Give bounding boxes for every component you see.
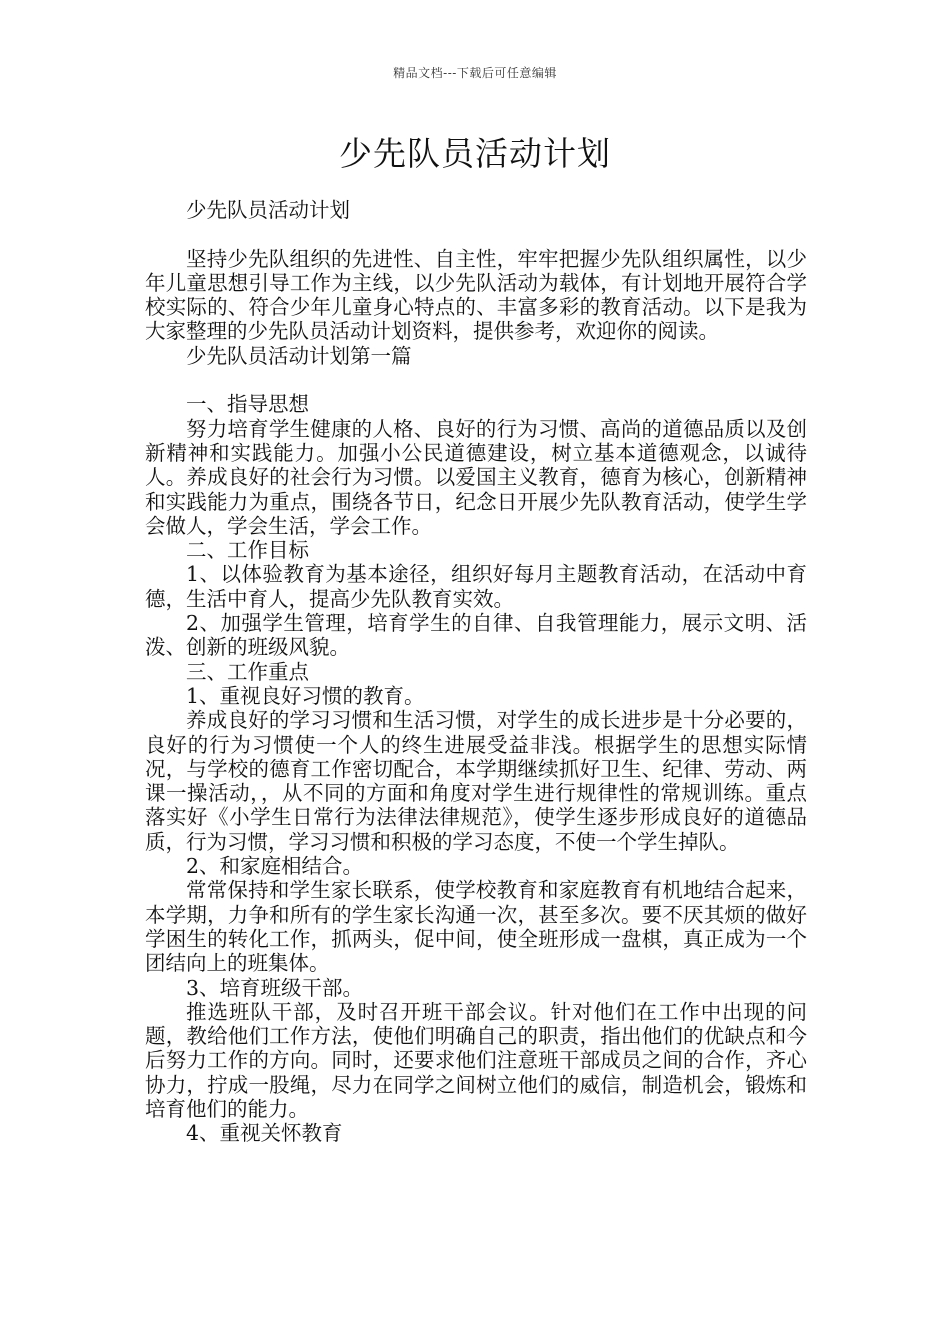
blank-line (145, 368, 807, 392)
section-heading: 二、工作目标 (186, 538, 309, 563)
item-heading: 1、重视良好习惯的教育。 (186, 683, 425, 708)
body-paragraph: 养成良好的学习习惯和生活习惯，对学生的成长进步是十分必要的，良好的行为习惯使一个人的终生进展受益非浅。根据学生的思想实际情况，与学校的德育工作密切配合，本学期继续抓好卫生、纪律、劳动、两课一操活动，，从不同的方面和角度对学生进行规律性的常规训练。重点落实好《小学生日常行为法律法律规范》，使学生逐步形成良好的道德品质，行为习惯，学习习惯和积极的学习态度，不使一个学生掉队。 (145, 708, 807, 854)
item-heading: 4、重视关怀教育 (186, 1121, 343, 1146)
item-heading: 3、培育班级干部。 (186, 975, 364, 1000)
section-heading: 三、工作重点 (186, 659, 309, 684)
document-title: 少先队员活动计划 (339, 134, 611, 173)
section-heading: 一、指导思想 (186, 392, 309, 417)
body-paragraph: 2、加强学生管理，培育学生的自律、自我管理能力，展示文明、活泼、创新的班级风貌。 (145, 611, 807, 660)
section-heading: 少先队员活动计划第一篇 (186, 343, 412, 368)
item-heading: 2、和家庭相结合。 (186, 854, 364, 879)
body-paragraph: 常常保持和学生家长联系，使学校教育和家庭教育有机地结合起来，本学期，力争和所有的学生家长沟通一次，甚至多次。要不厌其烦的做好学困生的转化工作，抓两头，促中间，使全班形成一盘棋，真正成为一个团结向上的班集体。 (145, 878, 807, 976)
subtitle-paragraph: 少先队员活动计划 (186, 198, 350, 222)
header-note: 精品文档---下载后可任意编辑 (393, 66, 557, 80)
intro-paragraph: 坚持少先队组织的先进性、自主性，牢牢把握少先队组织属性，以少年儿童思想引导工作为主线，以少先队活动为载体，有计划地开展符合学校实际的、符合少年儿童身心特点的、丰富多彩的教育活动。以下是我为大家整理的少先队员活动计划资料，提供参考，欢迎你的阅读。 (145, 246, 807, 344)
body-paragraph: 1、以体验教育为基本途径，组织好每月主题教育活动，在活动中育德，生活中育人，提高少先队教育实效。 (145, 562, 807, 611)
body-paragraph: 推选班队干部，及时召开班干部会议。针对他们在工作中出现的问题，教给他们工作方法，使他们明确自己的职责，指出他们的优缺点和今后努力工作的方向。同时，还要求他们注意班干部成员之间的合作，齐心协力，拧成一股绳，尽力在同学之间树立他们的威信，制造机会，锻炼和培育他们的能力。 (145, 999, 807, 1121)
body-paragraph: 努力培育学生健康的人格、良好的行为习惯、高尚的道德品质以及创新精神和实践能力。加强小公民道德建设，树立基本道德观念，以诚待人。养成良好的社会行为习惯。以爱国主义教育，德育为核心，创新精神和实践能力为重点，围绕各节日，纪念日开展少先队教育活动，使学生学会做人，学会生活，学会工作。 (145, 416, 807, 538)
document-body (145, 198, 807, 1146)
blank-line (145, 222, 807, 246)
